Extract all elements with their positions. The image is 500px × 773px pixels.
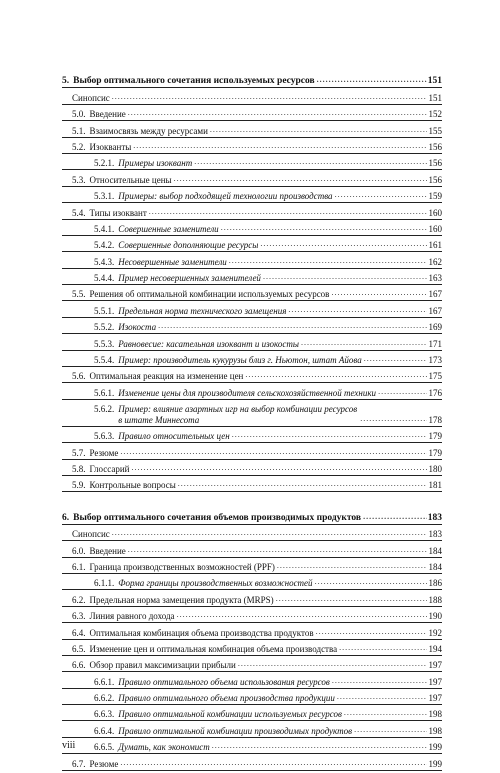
chapter-number: 6.	[62, 512, 70, 523]
chapter-label	[62, 513, 361, 524]
entry-page: 167	[428, 289, 442, 300]
toc-entry	[62, 334, 442, 349]
entry-label	[72, 126, 208, 137]
toc-entry	[62, 640, 442, 655]
dot-leader	[238, 658, 427, 669]
entry-label	[72, 448, 118, 459]
entry-page: 173	[428, 355, 442, 366]
entry-page: 198	[428, 709, 442, 720]
toc-entry	[62, 754, 442, 769]
entry-page: 199	[428, 758, 442, 769]
entry-number: 5.4.4.	[94, 273, 115, 284]
entry-title: Несовершенные заменители	[118, 256, 227, 267]
entry-page: 198	[428, 725, 442, 736]
chapter-number: 5.	[62, 76, 70, 87]
entry-label	[94, 677, 330, 688]
entry-number: 6.6.3.	[94, 709, 115, 720]
toc-entry	[62, 138, 442, 153]
entry-number: 5.3.	[72, 174, 86, 185]
entry-page: 179	[428, 447, 442, 458]
entry-label	[72, 464, 129, 475]
dot-leader	[337, 691, 427, 702]
toc-entry	[62, 269, 442, 284]
entry-label	[72, 759, 118, 770]
dot-leader	[317, 74, 427, 85]
dot-leader	[288, 304, 427, 315]
toc-entry	[62, 574, 442, 589]
dot-leader	[120, 757, 427, 768]
toc-entry	[62, 285, 442, 300]
entry-page: 152	[428, 109, 442, 120]
entry-label	[94, 742, 210, 753]
entry-title: Контрольные вопросы	[89, 480, 176, 491]
entry-title: Примеры: выбор подходящей технологии производства	[118, 191, 333, 202]
entry-number: 6.1.1.	[94, 578, 115, 589]
entry-number: 5.6.1.	[94, 387, 115, 398]
entry-page: 197	[428, 693, 442, 704]
entry-number: 5.4.2.	[94, 240, 115, 251]
dot-leader	[276, 593, 427, 604]
entry-rule	[62, 770, 442, 771]
toc-entry	[62, 689, 442, 704]
chapter-heading	[62, 72, 442, 87]
toc-entry	[62, 558, 442, 573]
entry-label	[72, 109, 126, 120]
toc-entry	[62, 121, 442, 136]
entry-label	[72, 289, 329, 300]
entry-number: 6.5.	[72, 643, 86, 654]
entry-label	[94, 158, 192, 169]
toc-entry	[62, 590, 442, 605]
entry-label	[72, 595, 274, 606]
dot-leader	[364, 353, 427, 364]
toc-entry	[62, 672, 442, 687]
entry-label	[94, 273, 261, 284]
dot-leader	[128, 544, 427, 555]
entry-label	[94, 191, 333, 202]
entry-page: 163	[428, 273, 442, 284]
entry-label	[72, 93, 110, 104]
entry-label	[72, 529, 110, 540]
entry-title: Примеры изоквант	[118, 158, 193, 169]
entry-title: Изокванты	[89, 141, 132, 152]
dot-leader	[363, 511, 427, 522]
entry-page: 190	[428, 611, 442, 622]
dot-leader	[221, 222, 427, 233]
entry-number: 6.6.	[72, 660, 86, 671]
toc-entry	[62, 623, 442, 638]
dot-leader	[174, 173, 427, 184]
entry-title: Резюме	[89, 447, 119, 458]
dot-leader	[315, 576, 427, 587]
entry-number: 6.4.	[72, 627, 86, 638]
entry-page: 181	[428, 480, 442, 491]
toc-entry	[62, 351, 442, 366]
entry-title: Правило относительных цен	[118, 431, 230, 442]
dot-leader	[112, 91, 427, 102]
toc-entry	[62, 656, 442, 671]
chapter-label	[62, 76, 315, 87]
dot-leader	[210, 124, 427, 135]
entry-label	[94, 257, 227, 268]
dot-leader	[316, 626, 427, 637]
entry-page: 155	[428, 125, 442, 136]
entry-page: 184	[428, 545, 442, 556]
entry-label	[72, 660, 236, 671]
entry-title: Глоссарий	[89, 463, 130, 474]
entry-title: Правило оптимальной комбинации производимых продуктов	[118, 725, 353, 736]
entry-label	[94, 578, 313, 589]
dot-leader	[245, 369, 427, 380]
entry-number: 5.7.	[72, 447, 86, 458]
entry-page: 178	[428, 414, 442, 425]
toc-entry	[62, 220, 442, 235]
entry-title: Правило оптимальной комбинации используемых ресурсов	[118, 709, 342, 720]
dot-leader	[378, 386, 427, 397]
entry-label	[94, 404, 358, 426]
chapter-title: Выбор оптимального сочетания объемов производимых продуктов	[73, 512, 362, 523]
toc-entry	[62, 383, 442, 398]
entry-page: 194	[428, 643, 442, 654]
toc-entry	[62, 236, 442, 251]
entry-page: 197	[428, 660, 442, 671]
toc-entry	[62, 607, 442, 622]
dot-leader	[263, 271, 427, 282]
entry-title: Оптимальная реакция на изменение цен	[89, 371, 244, 382]
chapter-title: Выбор оптимального сочетания используемых ресурсов	[73, 76, 315, 87]
toc-entry	[62, 88, 442, 103]
toc-entry	[62, 738, 442, 753]
entry-label	[72, 480, 176, 491]
dot-leader	[149, 206, 427, 217]
entry-number: 5.2.	[72, 141, 86, 152]
toc-entry	[62, 721, 442, 736]
entry-page: 159	[428, 191, 442, 202]
entry-page: 186	[428, 578, 442, 589]
dot-leader	[335, 189, 427, 200]
entry-page: 151	[428, 92, 442, 103]
entry-label	[72, 562, 275, 573]
dot-leader	[112, 527, 427, 538]
entry-page: 160	[428, 223, 442, 234]
entry-label	[94, 355, 362, 366]
entry-number: 5.9.	[72, 480, 86, 491]
chapter-heading	[62, 508, 442, 523]
entry-label	[72, 611, 175, 622]
dot-leader	[301, 337, 427, 348]
entry-page: 162	[428, 256, 442, 267]
dot-leader	[158, 320, 427, 331]
entry-number: 6.7.	[72, 758, 86, 769]
entry-label	[94, 224, 219, 235]
chapter-gap	[62, 492, 442, 508]
entry-label	[94, 339, 299, 350]
toc-entry	[62, 367, 442, 382]
entry-number: 5.4.	[72, 207, 86, 218]
toc-entry	[62, 154, 442, 169]
entry-number: 5.6.	[72, 371, 86, 382]
entry-page: 161	[428, 240, 442, 251]
entry-title: Правило оптимального объема производства продукции	[118, 693, 335, 704]
table-of-contents	[62, 72, 442, 771]
dot-leader	[128, 107, 427, 118]
toc-entry	[62, 525, 442, 540]
toc-entry	[62, 105, 442, 120]
dot-leader	[332, 675, 427, 686]
toc-entry	[62, 443, 442, 458]
entry-label	[72, 644, 337, 655]
entry-label	[72, 546, 126, 557]
entry-title: Пример: влияние азартных игр на выбор комбинации ресурсов в штате Миннесота	[118, 403, 358, 425]
entry-number: 5.4.1.	[94, 223, 115, 234]
entry-title: Предельная норма замещения продукта (MRPS)	[89, 594, 274, 605]
entry-number: 6.6.1.	[94, 676, 115, 687]
entry-title: Форма границы производственных возможностей	[118, 578, 313, 589]
entry-title: Введение	[89, 109, 126, 120]
entry-label	[94, 306, 286, 317]
toc-entry	[62, 318, 442, 333]
entry-number: 5.5.4.	[94, 355, 115, 366]
entry-label	[72, 628, 314, 639]
entry-label	[72, 371, 243, 382]
entry-title: Относительные цены	[89, 174, 172, 185]
toc-entry	[62, 252, 442, 267]
entry-label	[94, 240, 258, 251]
dot-leader	[344, 707, 427, 718]
page-number: viii	[62, 740, 76, 751]
entry-number: 5.8.	[72, 463, 86, 474]
dot-leader	[232, 429, 427, 440]
entry-title: Оптимальная комбинация объема производства продуктов	[89, 627, 314, 638]
entry-title: Обзор правил максимизации прибыли	[89, 660, 236, 671]
entry-page: 169	[428, 322, 442, 333]
entry-title: Резюме	[89, 758, 119, 769]
dot-leader	[131, 462, 427, 473]
entry-number: 5.1.	[72, 125, 86, 136]
toc-entry	[62, 427, 442, 442]
entry-page: 156	[428, 174, 442, 185]
entry-title: Граница производственных возможностей (PPF)	[89, 561, 275, 572]
entry-title: Введение	[89, 545, 126, 556]
entry-title: Решения об оптимальной комбинации используемых ресурсов	[89, 289, 330, 300]
entry-title: Думать, как экономист	[118, 742, 210, 753]
dot-leader	[177, 609, 427, 620]
toc-entry	[62, 301, 442, 316]
entry-number: 6.1.	[72, 561, 86, 572]
entry-page: 179	[428, 431, 442, 442]
dot-leader	[212, 740, 427, 751]
chapter-page: 183	[427, 512, 442, 523]
toc-entry	[62, 170, 442, 185]
toc-entry	[62, 400, 442, 426]
entry-number: 5.5.2.	[94, 322, 115, 333]
dot-leader	[339, 642, 427, 653]
entry-label	[94, 388, 376, 399]
entry-number: 6.6.2.	[94, 693, 115, 704]
entry-title: Предельная норма технического замещения	[118, 305, 287, 316]
toc-entry	[62, 187, 442, 202]
entry-label	[94, 322, 156, 333]
entry-title: Пример несовершенных заменителей	[118, 273, 261, 284]
entry-number: 5.6.3.	[94, 431, 115, 442]
entry-number: 6.3.	[72, 611, 86, 622]
entry-page: 171	[428, 338, 442, 349]
entry-page: 167	[428, 305, 442, 316]
entry-number: 6.6.5.	[94, 742, 115, 753]
entry-title: Изменение цен и оптимальная комбинация объема производства	[89, 643, 338, 654]
toc-entry	[62, 541, 442, 556]
dot-leader	[354, 724, 427, 735]
entry-title: Правило оптимального объема использования ресурсов	[118, 676, 330, 687]
dot-leader	[260, 238, 427, 249]
entry-page: 197	[428, 676, 442, 687]
dot-leader	[120, 446, 427, 457]
entry-number: 6.6.4.	[94, 725, 115, 736]
entry-title: Синопсис	[72, 529, 110, 540]
entry-page: 199	[428, 742, 442, 753]
entry-page: 184	[428, 561, 442, 572]
entry-label	[94, 693, 335, 704]
entry-page: 192	[428, 627, 442, 638]
entry-label	[72, 208, 147, 219]
entry-title: Линия равного дохода	[89, 611, 175, 622]
entry-label	[94, 709, 342, 720]
entry-title: Типы изоквант	[89, 207, 147, 218]
entry-title: Совершенные дополняющие ресурсы	[118, 240, 259, 251]
dot-leader	[360, 413, 427, 424]
entry-page: 156	[428, 158, 442, 169]
entry-page: 188	[428, 594, 442, 605]
toc-entry	[62, 460, 442, 475]
entry-page: 160	[428, 207, 442, 218]
entry-label	[72, 142, 131, 153]
entry-page: 156	[428, 141, 442, 152]
dot-leader	[178, 478, 427, 489]
entry-number: 5.5.1.	[94, 305, 115, 316]
entry-title: Совершенные заменители	[118, 223, 219, 234]
dot-leader	[229, 255, 427, 266]
entry-number: 5.6.2.	[94, 403, 115, 414]
entry-number: 5.2.1.	[94, 158, 115, 169]
entry-label	[94, 431, 230, 442]
entry-label	[72, 175, 172, 186]
dot-leader	[277, 560, 427, 571]
dot-leader	[194, 156, 427, 167]
entry-number: 6.2.	[72, 594, 86, 605]
entry-title: Синопсис	[72, 92, 110, 103]
dot-leader	[331, 287, 427, 298]
entry-number: 5.4.3.	[94, 256, 115, 267]
entry-page: 180	[428, 463, 442, 474]
toc-entry	[62, 476, 442, 491]
entry-number: 6.0.	[72, 545, 86, 556]
entry-page: 183	[428, 529, 442, 540]
toc-entry	[62, 705, 442, 720]
entry-title: Пример: производитель кукурузы близ г. Ньютон, штат Айова	[118, 355, 362, 366]
entry-title: Взаимосвязь между ресурсами	[89, 125, 208, 136]
toc-entry	[62, 203, 442, 218]
entry-page: 175	[428, 371, 442, 382]
entry-title: Равновесие: касательная изоквант и изокосты	[118, 338, 299, 349]
entry-label	[94, 726, 352, 737]
entry-number: 5.5.3.	[94, 338, 115, 349]
dot-leader	[133, 140, 427, 151]
entry-number: 5.5.	[72, 289, 86, 300]
chapter-page: 151	[427, 76, 442, 87]
entry-number: 5.0.	[72, 109, 86, 120]
entry-title: Изменение цены для производителя сельскохозяйственной техники	[118, 387, 377, 398]
entry-title: Изокоста	[118, 322, 157, 333]
entry-number: 5.3.1.	[94, 191, 115, 202]
entry-page: 176	[428, 387, 442, 398]
